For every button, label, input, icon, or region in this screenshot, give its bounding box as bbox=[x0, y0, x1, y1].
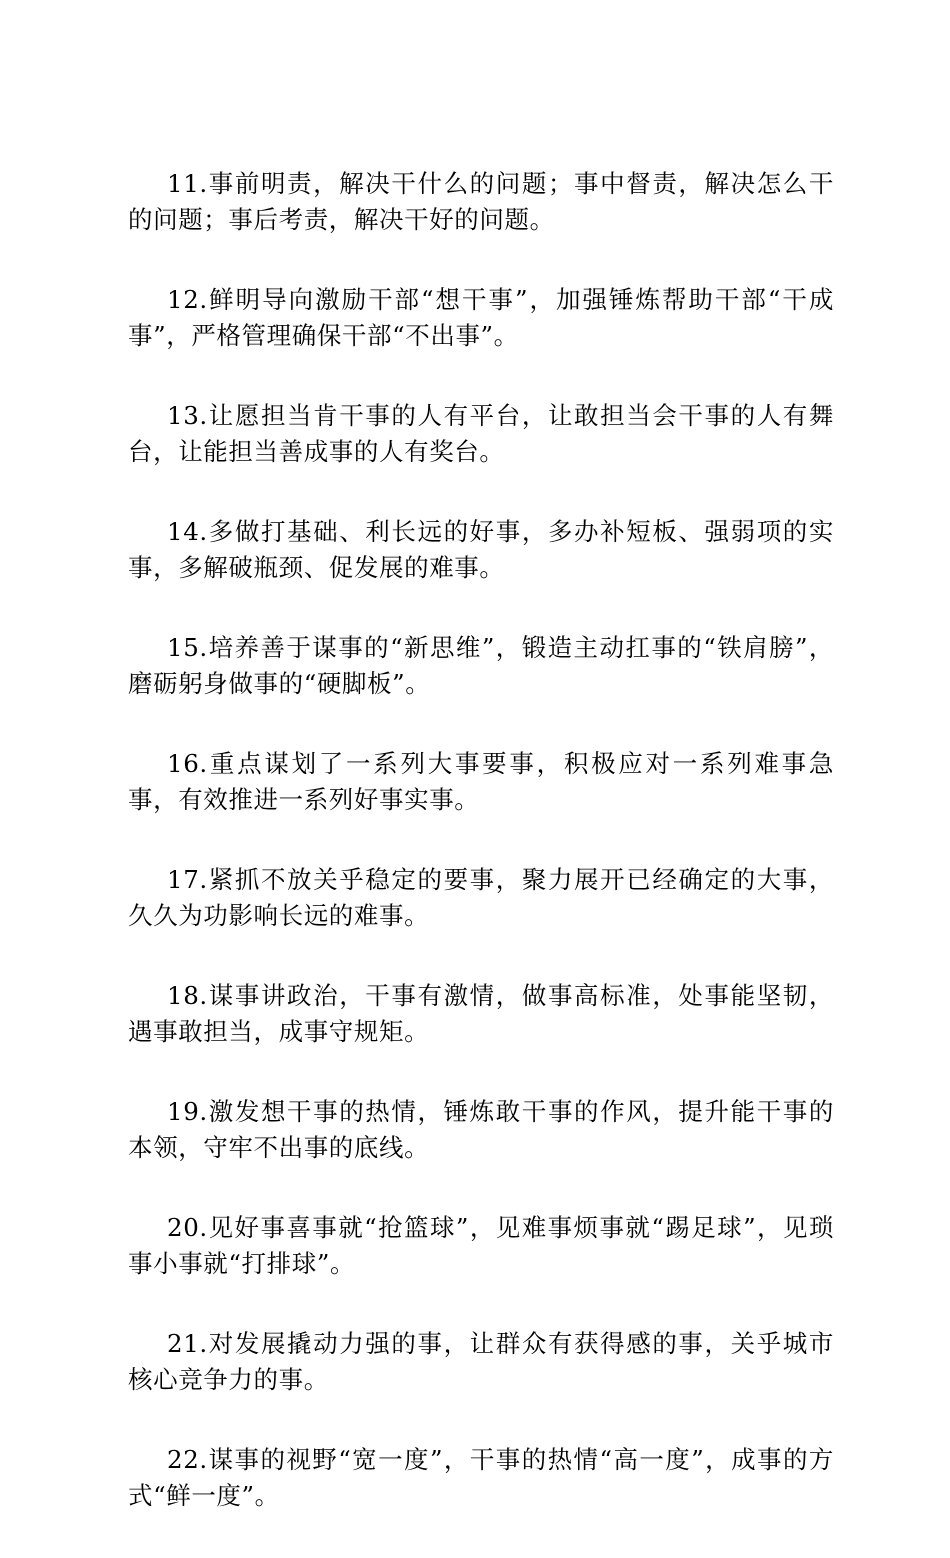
paragraph-12: 12.鲜明导向激励干部“想干事”，加强锤炼帮助干部“干成事”，严格管理确保干部“不出事”。 bbox=[128, 285, 834, 350]
paragraph-13: 13.让愿担当肯干事的人有平台，让敢担当会干事的人有舞台，让能担当善成事的人有奖台。 bbox=[128, 401, 834, 466]
paragraph-19: 19.激发想干事的热情，锤炼敢干事的作风，提升能干事的本领，守牢不出事的底线。 bbox=[128, 1097, 834, 1162]
paragraph-11: 11.事前明责，解决干什么的问题；事中督责，解决怎么干的问题；事后考责，解决干好的问题。 bbox=[128, 169, 834, 234]
paragraph-16: 16.重点谋划了一系列大事要事，积极应对一系列难事急事，有效推进一系列好事实事。 bbox=[128, 749, 834, 814]
paragraph-15: 15.培养善于谋事的“新思维”，锻造主动扛事的“铁肩膀”，磨砺躬身做事的“硬脚板”。 bbox=[128, 633, 834, 698]
paragraph-21: 21.对发展撬动力强的事，让群众有获得感的事，关乎城市核心竞争力的事。 bbox=[128, 1329, 834, 1394]
paragraph-18: 18.谋事讲政治，干事有激情，做事高标准，处事能坚韧，遇事敢担当，成事守规矩。 bbox=[128, 981, 834, 1046]
paragraph-22: 22.谋事的视野“宽一度”，干事的热情“高一度”，成事的方式“鲜一度”。 bbox=[128, 1445, 834, 1510]
paragraph-20: 20.见好事喜事就“抢篮球”，见难事烦事就“踢足球”，见琐事小事就“打排球”。 bbox=[128, 1213, 834, 1278]
paragraph-17: 17.紧抓不放关乎稳定的要事，聚力展开已经确定的大事，久久为功影响长远的难事。 bbox=[128, 865, 834, 930]
paragraph-14: 14.多做打基础、利长远的好事，多办补短板、强弱项的实事，多解破瓶颈、促发展的难事。 bbox=[128, 517, 834, 582]
document-page bbox=[128, 166, 834, 1558]
